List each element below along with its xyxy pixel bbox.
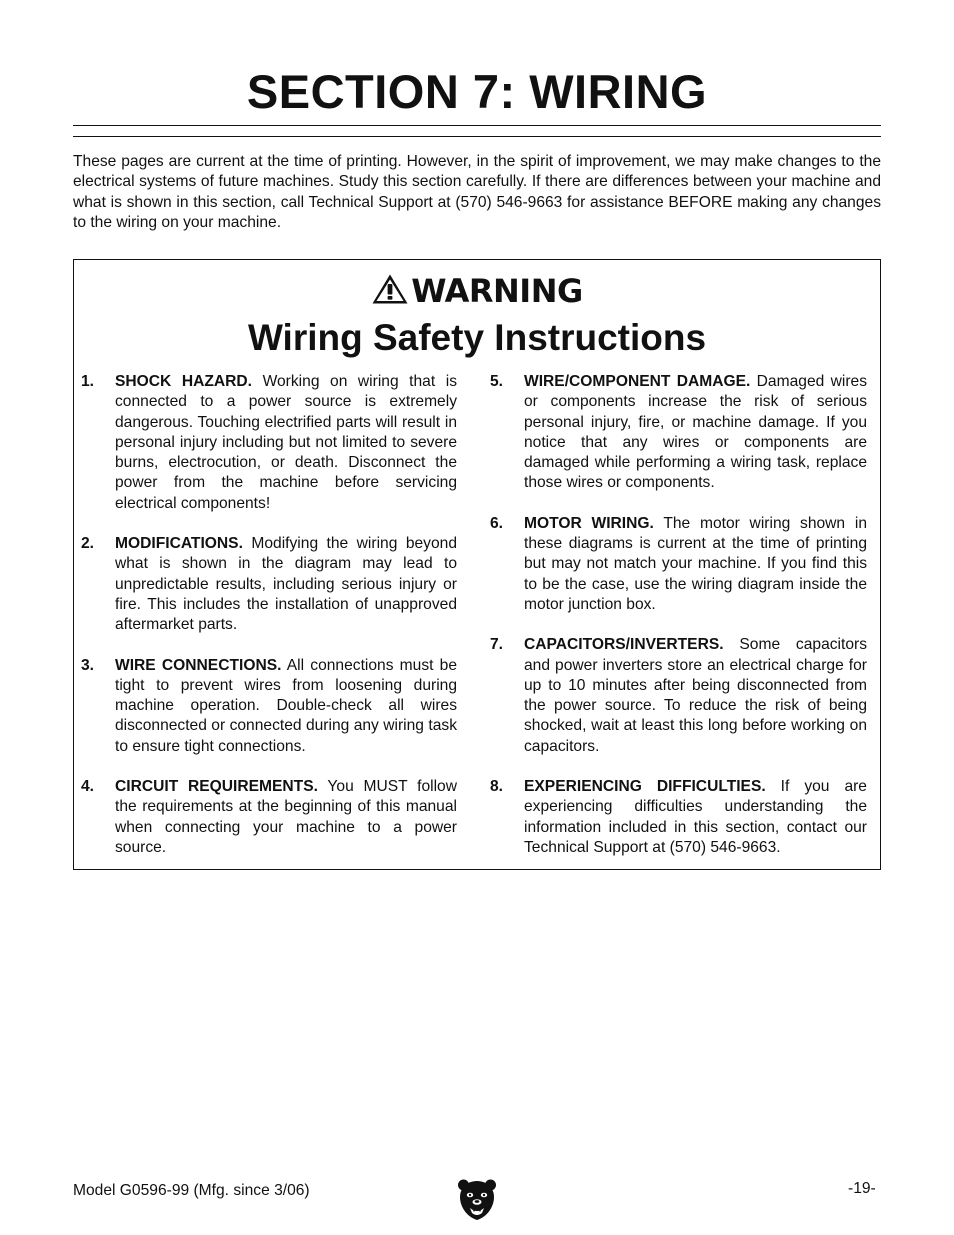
item-text: If you are experiencing difficulties understanding the information included in this section, contact our Technical Support at (570) 546-9663. bbox=[524, 778, 867, 856]
item-number: 8. bbox=[490, 778, 504, 796]
warning-label: WARNING bbox=[411, 272, 583, 310]
item-number: 2. bbox=[81, 535, 95, 553]
warning-triangle-icon bbox=[371, 273, 409, 305]
list-item bbox=[81, 534, 457, 635]
instructions-right-column bbox=[490, 372, 867, 878]
item-heading: CAPACITORS/INVERTERS. bbox=[524, 636, 724, 654]
item-number: 6. bbox=[490, 514, 504, 532]
item-number: 5. bbox=[490, 373, 504, 390]
warning-box bbox=[73, 259, 881, 870]
item-text: The motor wiring shown in these diagrams is current at the time of printing but may not match your machine. If you find this to be the case, use the wiring diagram inside the motor junction box. bbox=[524, 514, 867, 613]
bear-logo-icon bbox=[457, 1178, 497, 1222]
item-number: 1. bbox=[81, 373, 95, 390]
list-item bbox=[81, 656, 457, 757]
list-item bbox=[490, 777, 867, 858]
item-number: 4. bbox=[81, 778, 95, 796]
list-item bbox=[81, 372, 457, 514]
title-rule-bottom bbox=[73, 136, 881, 137]
item-heading: WIRE/COMPONENT DAMAGE. bbox=[524, 373, 751, 390]
item-text: Modifying the wiring beyond what is shown in the diagram may lead to unpredictable results, including serious injury or fire. This includes the installation of unapproved aftermarket parts. bbox=[115, 535, 457, 634]
warning-title: Wiring Safety Instructions bbox=[247, 317, 707, 358]
item-heading: SHOCK HAZARD. bbox=[115, 373, 253, 390]
list-item bbox=[490, 514, 867, 615]
instructions-left-column bbox=[81, 372, 457, 878]
item-heading: MODIFICATIONS. bbox=[115, 535, 243, 553]
list-item bbox=[490, 635, 867, 757]
warning-banner bbox=[74, 272, 880, 310]
item-text: You MUST follow the requirements at the beginning of this manual when connecting your machine to a power source. bbox=[115, 778, 457, 856]
item-number: 3. bbox=[81, 656, 95, 674]
item-heading: CIRCUIT REQUIREMENTS. bbox=[115, 778, 318, 796]
footer-model: Model G0596-99 (Mfg. since 3/06) bbox=[73, 1182, 310, 1199]
item-heading: MOTOR WIRING. bbox=[524, 514, 654, 532]
item-number: 7. bbox=[490, 636, 504, 654]
item-text: All connections must be tight to prevent wires from loosening during machine operation. Double-check all wires disconnected or connected during any wiring task to ensure tight connections. bbox=[115, 656, 457, 755]
page-number: -19- bbox=[848, 1180, 876, 1197]
page-title: SECTION 7: WIRING bbox=[246, 65, 708, 118]
item-text: Working on wiring that is connected to a power source is extremely dangerous. Touching electrified parts will result in personal injury including but not limited to severe burns, electrocution, or death. Disconnect the power from the machine before servicing electrical components! bbox=[115, 373, 457, 512]
list-item bbox=[490, 372, 867, 494]
item-text: Some capacitors and power inverters store an electrical charge for up to 10 minutes after being disconnected from the power source. To reduce the risk of being shocked, wait at least this long before working on capacitors. bbox=[524, 636, 867, 755]
intro-paragraph: These pages are current at the time of printing. However, in the spirit of improvement, we may make changes to the electrical systems of future machines. Study this section carefully. If there are differences between your machine and what is shown in this section, call Technical Support at (570) 546-9663 for assistance BEFORE making any changes to the wiring on your machine. bbox=[73, 153, 881, 231]
item-text: Damaged wires or components increase the risk of serious personal injury, fire, or machine damage. If you notice that any wires or components are damaged while performing a wiring task, replace those wires or components. bbox=[524, 373, 867, 492]
list-item bbox=[81, 777, 457, 858]
item-heading: EXPERIENCING DIFFICULTIES. bbox=[524, 778, 766, 796]
title-rule-top bbox=[73, 125, 881, 126]
item-heading: WIRE CONNECTIONS. bbox=[115, 656, 282, 674]
